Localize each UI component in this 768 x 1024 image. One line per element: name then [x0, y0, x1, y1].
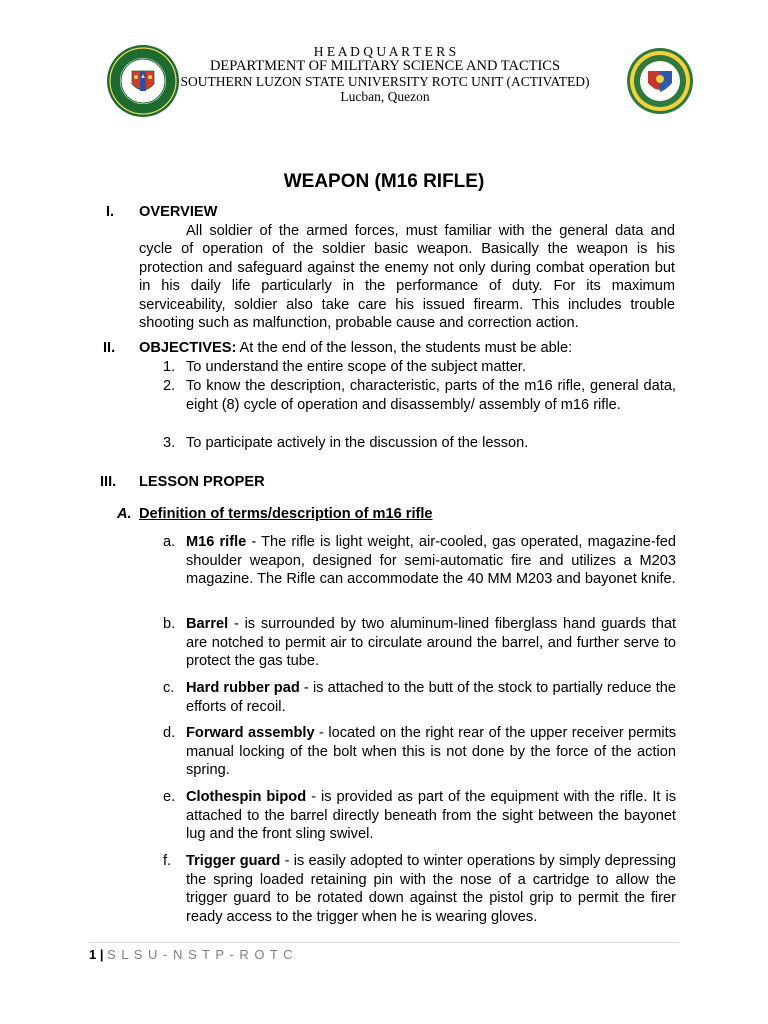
- term-d-name: Forward assembly: [186, 725, 315, 741]
- slsu-seal-logo: [106, 44, 180, 118]
- term-d-desc: - located on the right rear of the upper receiver permits manual locking of the bolt when this is not done by the force of the action spring.: [186, 725, 676, 779]
- objective-3-text: To participate actively in the discussion of the lesson.: [186, 435, 529, 451]
- term-f: [186, 852, 676, 926]
- term-a-name: M16 rifle: [186, 534, 247, 550]
- term-f-letter: f.: [163, 853, 172, 869]
- objectives-heading: OBJECTIVES:: [139, 340, 237, 356]
- term-c-letter: c.: [163, 680, 175, 696]
- header-line-department: DEPARTMENT OF MILITARY SCIENCE AND TACTICS: [209, 58, 561, 74]
- term-c-desc: - is attached to the butt of the stock to partially reduce the efforts of recoil.: [186, 680, 676, 715]
- term-a-desc: - The rifle is light weight, air-cooled, gas operated, magazine-fed shoulder weapon, designed for semi-automatic fire and utilizes a M203 magazine. The Rifle can accommodate the 40 MM M203 and bayonet knife.: [186, 534, 676, 588]
- term-c: [186, 679, 676, 716]
- term-d: [186, 724, 676, 780]
- objective-2-num: 2.: [163, 378, 176, 394]
- objective-1-num: 1.: [163, 359, 176, 375]
- objective-1-text: To understand the entire scope of the subject matter.: [186, 359, 526, 375]
- lesson-heading: LESSON PROPER: [139, 474, 265, 490]
- term-f-name: Trigger guard: [186, 853, 281, 869]
- footer-separator: |: [96, 947, 108, 962]
- term-a: [186, 533, 676, 589]
- term-b-name: Barrel: [186, 616, 229, 632]
- header-line-headquarters: H E A D Q U A R T E R S: [313, 44, 457, 59]
- overview-numeral: I.: [106, 204, 115, 220]
- objectives-numeral: II.: [103, 340, 116, 356]
- footer-text: S L S U - N S T P - R O T C: [107, 947, 294, 962]
- overview-paragraph: All soldier of the armed forces, must familiar with the general data and cycle of operation of the soldier basic weapon. Basically the weapon is his protection and safeguard against the enemy not only during combat operation but in his daily life particularly in the performance of duty. For its maximum serviceability, soldier also take care his issued firearm. This includes trouble shooting such as malfunction, probable cause and correction action.: [139, 222, 675, 332]
- term-f-desc: - is easily adopted to winter operations by simply depressing the spring loaded retaining pin with the nose of a cartridge to allow the trigger guard to be rotated down against the pistol grip to permit the firer ready access to the trigger when he is wearing gloves.: [186, 853, 677, 925]
- term-d-letter: d.: [163, 725, 176, 741]
- footer-divider: [89, 942, 679, 943]
- lesson-sub-letter: A.: [117, 506, 132, 522]
- term-b: [186, 615, 676, 671]
- objective-2-text: To know the description, characteristic, parts of the m16 rifle, general data, eight (8) cycle of operation and disassembly/ assembly of m16 rifle.: [186, 378, 676, 413]
- objective-3-num: 3.: [163, 435, 176, 451]
- objectives-intro: At the end of the lesson, the students must be able:: [236, 340, 573, 356]
- footer-page-number: 1: [89, 947, 97, 962]
- term-e-letter: e.: [163, 789, 176, 805]
- rotc-unit-seal-logo: [626, 47, 694, 115]
- lesson-sub-heading: Definition of terms/description of m16 rifle: [139, 506, 433, 522]
- term-c-name: Hard rubber pad: [186, 680, 300, 696]
- footer: [89, 946, 294, 964]
- header-line-university: SOUTHERN LUZON STATE UNIVERSITY ROTC UNIT (ACTIVATED): [180, 74, 590, 89]
- term-e: [186, 788, 676, 844]
- overview-heading: OVERVIEW: [139, 204, 218, 220]
- term-b-desc: - is surrounded by two aluminum-lined fiberglass hand guards that are notched to permit air to circulate around the barrel, and further serve to protect the gas tube.: [186, 616, 676, 670]
- lesson-numeral: III.: [100, 474, 117, 490]
- objectives-line: [139, 339, 679, 358]
- page-title: WEAPON (M16 RIFLE): [283, 171, 485, 192]
- term-a-letter: a.: [163, 534, 176, 550]
- term-b-letter: b.: [163, 616, 176, 632]
- term-e-name: Clothespin bipod: [186, 789, 307, 805]
- header-line-location: Lucban, Quezon: [340, 89, 430, 104]
- term-e-desc: - is provided as part of the equipment with the rifle. It is attached to the barrel directly beneath from the sight between the bayonet lug and the front sling swivel.: [186, 789, 677, 843]
